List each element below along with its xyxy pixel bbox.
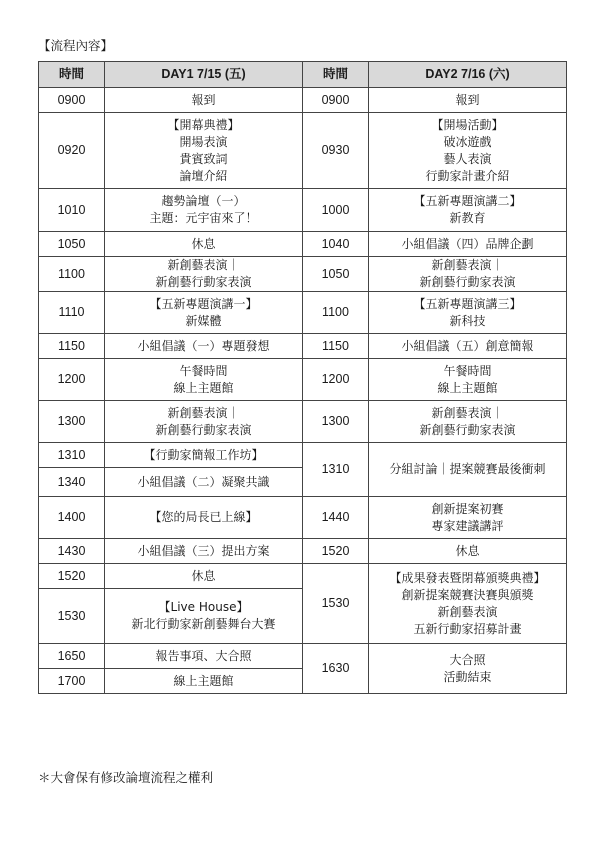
day1-activity (105, 257, 303, 292)
activity-line: 【開幕典禮】 (167, 117, 240, 132)
day1-time: 1110 (39, 292, 105, 334)
activity-line: 小組倡議（五）創意簡報 (401, 338, 534, 353)
table-row (39, 644, 567, 669)
day1-time: 1200 (39, 359, 105, 401)
activity-line: 小組倡議（二）凝聚共識 (137, 474, 270, 489)
activity-line: 行動家計畫介紹 (425, 168, 510, 183)
activity-line: 【開場活動】 (431, 117, 504, 132)
activity-line: 新創藝行動家表演 (155, 422, 252, 437)
day1-time: 1340 (39, 468, 105, 497)
activity-line: 新創藝表演｜ (167, 405, 240, 420)
day1-activity (105, 232, 303, 257)
schedule-table (38, 61, 567, 694)
activity-line: 【五新專題演講二】 (413, 194, 522, 208)
activity-line: 主題：元宇宙來了！ (149, 211, 258, 225)
activity-line: 休息 (191, 568, 216, 583)
table-row (39, 232, 567, 257)
day2-activity (369, 232, 567, 257)
activity-line: 線上主題館 (173, 673, 234, 688)
activity-line: 分組討論｜提案競賽最後衝刺 (389, 462, 546, 476)
day2-activity (369, 189, 567, 232)
activity-line: 藝人表演 (443, 151, 492, 166)
table-row (39, 443, 567, 468)
activity-line: 趨勢論壇（一） (161, 194, 246, 208)
activity-line: 新科技 (449, 313, 486, 328)
activity-line: 午餐時間 (179, 363, 228, 378)
day1-activity (105, 113, 303, 189)
activity-line: 報到 (191, 92, 216, 107)
table-row (39, 257, 567, 292)
day1-activity (105, 359, 303, 401)
activity-line: 貴賓致詞 (179, 151, 228, 166)
table-row (39, 113, 567, 189)
activity-line: 【行動家簡報工作坊】 (143, 447, 264, 462)
day1-time: 0900 (39, 88, 105, 113)
activity-line: 小組倡議（四）品牌企劃 (401, 236, 534, 251)
activity-line: 【五新專題演講三】 (413, 296, 522, 311)
day2-activity (369, 564, 567, 644)
day2-time: 1050 (303, 257, 369, 292)
day1-time: 1650 (39, 644, 105, 669)
day1-time: 1530 (39, 589, 105, 644)
day2-activity (369, 401, 567, 443)
header-day2: DAY2 7/16 (六) (369, 62, 567, 88)
day1-activity (105, 539, 303, 564)
day2-time: 0930 (303, 113, 369, 189)
day2-time: 1440 (303, 497, 369, 539)
activity-line: 小組倡議（三）提出方案 (137, 543, 270, 558)
activity-line: 新創藝表演｜ (431, 258, 504, 272)
activity-line: 新教育 (449, 211, 486, 225)
day1-activity (105, 189, 303, 232)
day1-time: 1700 (39, 669, 105, 694)
day2-activity (369, 539, 567, 564)
day2-activity (369, 497, 567, 539)
header-time-day1: 時間 (39, 62, 105, 88)
footnote: ＊大會保有修改論壇流程之權利 (38, 770, 214, 785)
activity-line: 新媒體 (185, 313, 222, 328)
day1-activity (105, 589, 303, 644)
activity-line: 破冰遊戲 (443, 134, 492, 149)
activity-line: 開場表演 (179, 134, 228, 149)
activity-line: 【Live House】 (158, 600, 249, 614)
activity-line: 【五新專題演講一】 (149, 296, 258, 311)
activity-line: 專家建議講評 (431, 518, 504, 533)
day1-time: 1520 (39, 564, 105, 589)
activity-line: 報告事項、大合照 (155, 648, 252, 663)
day1-activity (105, 292, 303, 334)
day1-time: 1430 (39, 539, 105, 564)
activity-line: 大合照 (449, 652, 486, 667)
activity-line: 五新行動家招募計畫 (413, 621, 522, 636)
activity-line: 【您的局長已上線】 (149, 510, 258, 524)
day2-time: 1000 (303, 189, 369, 232)
day2-time: 1040 (303, 232, 369, 257)
day1-activity (105, 401, 303, 443)
activity-line: 午餐時間 (443, 363, 492, 378)
day1-time: 1300 (39, 401, 105, 443)
header-time-day2: 時間 (303, 62, 369, 88)
day1-activity (105, 564, 303, 589)
activity-line: 線上主題館 (173, 380, 234, 395)
activity-line: 創新提案初賽 (431, 501, 504, 516)
activity-line: 休息 (455, 543, 480, 558)
day2-time: 1520 (303, 539, 369, 564)
day1-time: 1310 (39, 443, 105, 468)
day1-activity (105, 88, 303, 113)
table-row (39, 88, 567, 113)
table-row (39, 292, 567, 334)
day2-time: 0900 (303, 88, 369, 113)
activity-line: 活動結束 (443, 669, 492, 684)
day1-activity (105, 334, 303, 359)
table-row (39, 189, 567, 232)
day1-activity (105, 443, 303, 468)
page-title: 【流程內容】 (38, 38, 114, 53)
day2-activity (369, 88, 567, 113)
day1-time: 0920 (39, 113, 105, 189)
table-row (39, 497, 567, 539)
header-day1: DAY1 7/15 (五) (105, 62, 303, 88)
day2-time: 1630 (303, 644, 369, 694)
table-row (39, 564, 567, 589)
activity-line: 新創藝行動家表演 (419, 275, 516, 289)
activity-line: 線上主題館 (437, 380, 498, 395)
activity-line: 報到 (455, 92, 480, 107)
day2-activity (369, 443, 567, 497)
day2-time: 1310 (303, 443, 369, 497)
activity-line: 休息 (191, 236, 216, 251)
day2-activity (369, 359, 567, 401)
table-row (39, 401, 567, 443)
activity-line: 新創藝行動家表演 (155, 275, 252, 289)
day1-time: 1050 (39, 232, 105, 257)
day2-activity (369, 334, 567, 359)
activity-line: 小組倡議（一）專題發想 (137, 338, 270, 353)
table-row (39, 539, 567, 564)
day2-activity (369, 292, 567, 334)
day2-time: 1530 (303, 564, 369, 644)
header-row (39, 62, 567, 88)
day1-activity (105, 644, 303, 669)
day1-time: 1150 (39, 334, 105, 359)
day1-time: 1010 (39, 189, 105, 232)
activity-line: 新創藝表演｜ (167, 258, 240, 272)
day1-time: 1100 (39, 257, 105, 292)
activity-line: 創新提案競賽決賽與頒獎 (401, 587, 534, 602)
day2-time: 1150 (303, 334, 369, 359)
activity-line: 新北行動家新創藝舞台大賽 (131, 617, 276, 631)
day2-activity (369, 113, 567, 189)
day2-time: 1200 (303, 359, 369, 401)
table-row (39, 359, 567, 401)
day2-activity (369, 644, 567, 694)
day1-activity (105, 497, 303, 539)
activity-line: 【成果發表暨閉幕頒獎典禮】 (389, 570, 546, 585)
day2-time: 1300 (303, 401, 369, 443)
activity-line: 新創藝表演 (437, 604, 498, 619)
day2-time: 1100 (303, 292, 369, 334)
table-row (39, 334, 567, 359)
day1-activity (105, 669, 303, 694)
day2-activity (369, 257, 567, 292)
activity-line: 新創藝行動家表演 (419, 422, 516, 437)
day1-activity (105, 468, 303, 497)
activity-line: 新創藝表演｜ (431, 405, 504, 420)
activity-line: 論壇介紹 (179, 168, 228, 183)
day1-time: 1400 (39, 497, 105, 539)
